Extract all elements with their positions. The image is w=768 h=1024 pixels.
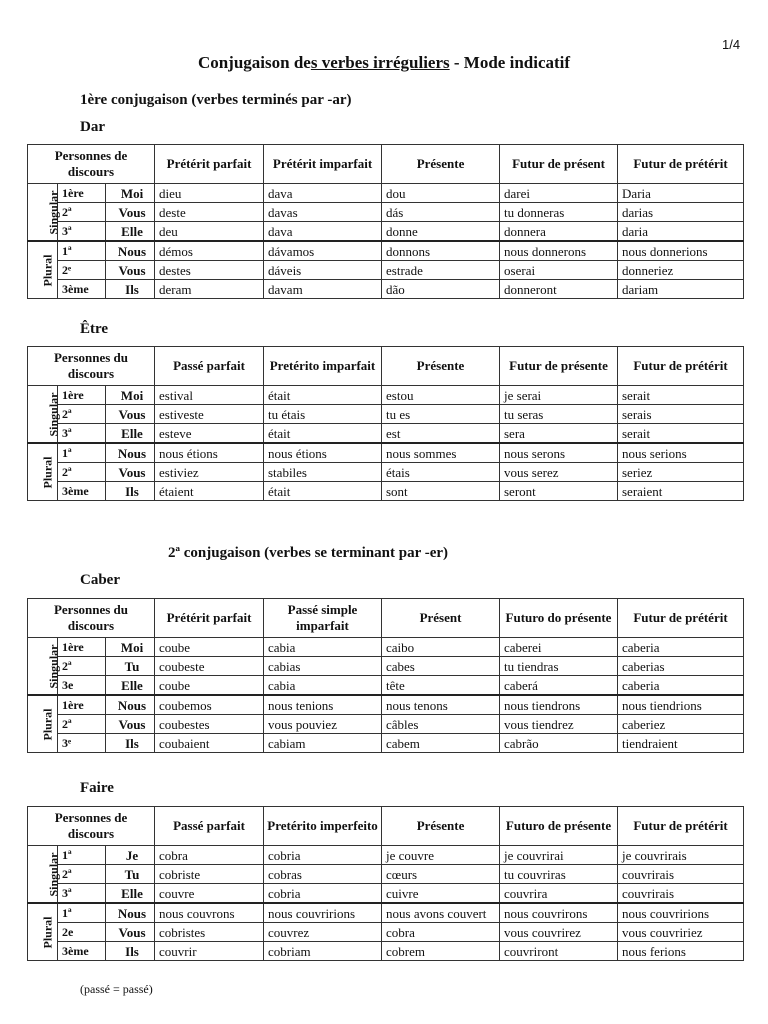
conjugation-cell: nous serons [500,443,618,463]
table-row [28,638,744,657]
conjugation-cell: tu tiendras [500,657,618,676]
pronoun: Tu [106,657,155,676]
table-row [28,884,744,904]
conjugation-cell: dava [264,184,382,203]
page-number: 1/4 [722,37,741,52]
pronoun: Vous [106,715,155,734]
conjugation-cell: cobras [264,865,382,884]
conjugation-cell: stabiles [264,463,382,482]
conjugation-cell: étaient [155,482,264,501]
column-header: Présente [382,807,500,846]
pronoun: Moi [106,386,155,405]
table-row [28,734,744,753]
conjugation-cell: nous sommes [382,443,500,463]
table-header-row [28,599,744,638]
column-header: Pretérito imperfeito [264,807,382,846]
conjugation-cell: serais [618,405,744,424]
conjugation-cell: nous étions [155,443,264,463]
person-number: 1ère [58,184,106,203]
conjugation-cell: cobriam [264,942,382,961]
conjugation-cell: estiviez [155,463,264,482]
person-number: 2ª [58,715,106,734]
person-number: 1ª [58,903,106,923]
conjugation-cell: vous tiendrez [500,715,618,734]
verb-heading-caber: Caber [80,572,120,588]
group-label-text: Singular [46,392,61,437]
conjugation-cell: donneront [500,280,618,299]
pronoun: Moi [106,638,155,657]
conjugation-cell: vous couvririez [618,923,744,942]
table-row [28,280,744,299]
person-number: 3ème [58,942,106,961]
conjugation-cell: darias [618,203,744,222]
conjugation-cell: cobria [264,884,382,904]
conjugation-cell: deu [155,222,264,242]
column-header: Futur de prétérit [618,599,744,638]
column-header: Personnes du discours [28,599,155,638]
conjugation-cell: nous couvrirons [500,903,618,923]
pronoun: Vous [106,463,155,482]
conjugation-cell: cobristes [155,923,264,942]
table-row [28,715,744,734]
column-header: Futur de présente [500,347,618,386]
table-row [28,405,744,424]
conjugation-cell: était [264,424,382,444]
conjugation-cell: serait [618,386,744,405]
column-header: Présente [382,145,500,184]
conjugation-cell: caberei [500,638,618,657]
conjugation-cell: estrade [382,261,500,280]
conjugation-cell: tu étais [264,405,382,424]
pronoun: Je [106,846,155,865]
person-number: 3ª [58,884,106,904]
person-number: 1ª [58,443,106,463]
conjugation-cell: tu es [382,405,500,424]
table-header-row [28,807,744,846]
column-header: Personnes de discours [28,145,155,184]
group-label-text: Plural [40,254,55,287]
conjugation-cell: nous ferions [618,942,744,961]
table-row [28,923,744,942]
column-header: Prétérit parfait [155,599,264,638]
table-row [28,865,744,884]
pronoun: Nous [106,241,155,261]
conjugation-cell: tu donneras [500,203,618,222]
conjugation-cell: tête [382,676,500,696]
conjugation-cell: caberá [500,676,618,696]
column-header: Futur de prétérit [618,145,744,184]
person-number: 2ª [58,657,106,676]
conjugation-cell: couvrirais [618,884,744,904]
column-header: Présent [382,599,500,638]
conjugation-cell: nous tiendrons [500,695,618,715]
conjugation-cell: cabia [264,676,382,696]
conjugation-cell: couvriront [500,942,618,961]
conjugation-cell: étais [382,463,500,482]
verb-heading-etre: Être [80,321,109,337]
conjugation-cell: cabia [264,638,382,657]
group-label-text: Singular [46,852,61,897]
table-row [28,846,744,865]
column-header: Pretérito imparfait [264,347,382,386]
conjugation-cell: câbles [382,715,500,734]
pronoun: Nous [106,443,155,463]
conjugation-cell: seraient [618,482,744,501]
column-header: Futuro do présente [500,599,618,638]
conjugation-cell: dava [264,222,382,242]
conjugation-cell: couvrez [264,923,382,942]
person-number: 3ª [58,222,106,242]
conjugation-cell: caberia [618,638,744,657]
conjugation-cell: sont [382,482,500,501]
table-row [28,482,744,501]
person-number: 2e [58,923,106,942]
table-header-row [28,347,744,386]
person-number: 2ª [58,405,106,424]
conjugation-cell: esteve [155,424,264,444]
conjugation-cell: couvrir [155,942,264,961]
person-number: 1ª [58,241,106,261]
column-header: Présente [382,347,500,386]
person-number: 1ère [58,386,106,405]
conjugation-cell: donne [382,222,500,242]
group-label-text: Plural [40,708,55,741]
pronoun: Nous [106,695,155,715]
group-label-plural [28,241,58,299]
pronoun: Vous [106,405,155,424]
conjugation-table-caber [27,598,744,753]
table-row [28,424,744,444]
table-row [28,695,744,715]
conjugation-table-dar [27,144,744,299]
conjugation-cell: nous tenions [264,695,382,715]
conjugation-cell: caibo [382,638,500,657]
person-number: 1ª [58,846,106,865]
conjugation-cell: cobrem [382,942,500,961]
column-header: Futur de prétérit [618,807,744,846]
conjugation-cell: est [382,424,500,444]
group-label-singular [28,386,61,444]
conjugation-cell: nous serions [618,443,744,463]
page-title [0,53,768,73]
group-label-text: Plural [40,456,55,489]
table-row [28,942,744,961]
pronoun: Vous [106,203,155,222]
conjugation-cell: dão [382,280,500,299]
person-number: 2ª [58,203,106,222]
column-header: Personnes de discours [28,807,155,846]
conjugation-cell: dieu [155,184,264,203]
conjugation-cell: coube [155,638,264,657]
conjugation-cell: dou [382,184,500,203]
column-header: Futur de prétérit [618,347,744,386]
conjugation-cell: estival [155,386,264,405]
person-number: 2ᵉ [58,261,106,280]
conjugation-cell: cabem [382,734,500,753]
title-part-1: Conjugaison de [197,53,311,72]
conjugation-cell: dávamos [264,241,382,261]
conjugation-cell: démos [155,241,264,261]
pronoun: Moi [106,184,155,203]
conjugation-cell: couvre [155,884,264,904]
conjugation-cell: coubaient [155,734,264,753]
group-label-plural [28,695,58,753]
column-header: Prétérit parfait [155,145,264,184]
conjugation-cell: dáveis [264,261,382,280]
conjugation-cell: vous serez [500,463,618,482]
conjugation-cell: donnera [500,222,618,242]
title-part-underlined: s verbes irréguliers [310,53,450,72]
conjugation-cell: seront [500,482,618,501]
column-header: Passé parfait [155,347,264,386]
conjugation-cell: coubeste [155,657,264,676]
pronoun: Ils [106,942,155,961]
conjugation-cell: seriez [618,463,744,482]
section-heading-second-conjugation: 2ª conjugaison (verbes se terminant par -er) [168,545,449,561]
table-row [28,386,744,405]
conjugation-cell: nous avons couvert [382,903,500,923]
conjugation-table-faire [27,806,744,961]
conjugation-cell: davas [264,203,382,222]
person-number: 3ᵉ [58,734,106,753]
conjugation-cell: cabes [382,657,500,676]
table-row [28,903,744,923]
column-header: Futur de présent [500,145,618,184]
conjugation-cell: estiveste [155,405,264,424]
conjugation-cell: nous étions [264,443,382,463]
conjugation-cell: tu seras [500,405,618,424]
pronoun: Vous [106,923,155,942]
column-header: Passé parfait [155,807,264,846]
group-label-text: Singular [46,190,61,235]
conjugation-cell: cobra [382,923,500,942]
table-row [28,203,744,222]
conjugation-cell: nous donnerons [500,241,618,261]
table-row [28,241,744,261]
conjugation-cell: caberias [618,657,744,676]
column-header: Passé simple imparfait [264,599,382,638]
conjugation-cell: cœurs [382,865,500,884]
pronoun: Nous [106,903,155,923]
conjugation-cell: cobria [264,846,382,865]
conjugation-cell: deram [155,280,264,299]
conjugation-cell: couvrira [500,884,618,904]
table-header-row [28,145,744,184]
conjugation-cell: darei [500,184,618,203]
conjugation-cell: vous couvrirez [500,923,618,942]
group-label-plural [28,443,58,501]
conjugation-cell: couvrirais [618,865,744,884]
conjugation-cell: cobra [155,846,264,865]
person-number: 3ª [58,424,106,444]
person-number: 1ère [58,638,106,657]
table-row [28,657,744,676]
conjugation-cell: tu couvriras [500,865,618,884]
conjugation-cell: nous tenons [382,695,500,715]
pronoun: Tu [106,865,155,884]
person-number: 3ème [58,280,106,299]
footnote: (passé = passé) [80,982,153,996]
conjugation-cell: oserai [500,261,618,280]
conjugation-cell: dariam [618,280,744,299]
conjugation-cell: caberiez [618,715,744,734]
conjugation-cell: je couvrirai [500,846,618,865]
pronoun: Elle [106,676,155,696]
group-label-plural [28,903,58,961]
group-label-text: Plural [40,916,55,949]
section-heading-first-conjugation: 1ère conjugaison (verbes terminés par -ar) [80,92,352,108]
person-number: 3e [58,676,106,696]
conjugation-cell: je couvrirais [618,846,744,865]
table-row [28,443,744,463]
conjugation-cell: serait [618,424,744,444]
person-number: 2ª [58,865,106,884]
pronoun: Vous [106,261,155,280]
pronoun: Elle [106,884,155,904]
pronoun: Ils [106,280,155,299]
group-label-singular [28,846,61,904]
conjugation-cell: vous pouviez [264,715,382,734]
person-number: 2ª [58,463,106,482]
group-label-text: Singular [46,644,61,689]
pronoun: Ils [106,734,155,753]
conjugation-cell: deste [155,203,264,222]
conjugation-cell: cuivre [382,884,500,904]
conjugation-table-etre [27,346,744,501]
conjugation-cell: estou [382,386,500,405]
conjugation-cell: caberia [618,676,744,696]
column-header: Prétérit imparfait [264,145,382,184]
conjugation-cell: dás [382,203,500,222]
conjugation-cell: cabrão [500,734,618,753]
table-row [28,184,744,203]
pronoun: Elle [106,424,155,444]
conjugation-cell: davam [264,280,382,299]
pronoun: Elle [106,222,155,242]
conjugation-cell: donnons [382,241,500,261]
conjugation-cell: était [264,482,382,501]
group-label-singular [28,638,61,696]
column-header: Personnes du discours [28,347,155,386]
verb-heading-dar: Dar [80,119,105,135]
verb-heading-faire: Faire [80,780,114,796]
conjugation-cell: cabias [264,657,382,676]
table-row [28,222,744,242]
conjugation-cell: daria [618,222,744,242]
column-header: Futuro de présente [500,807,618,846]
table-row [28,261,744,280]
conjugation-cell: je serai [500,386,618,405]
conjugation-cell: tiendraient [618,734,744,753]
conjugation-cell: cobriste [155,865,264,884]
table-row [28,676,744,696]
conjugation-cell: destes [155,261,264,280]
conjugation-cell: nous couvrons [155,903,264,923]
conjugation-cell: je couvre [382,846,500,865]
conjugation-cell: coube [155,676,264,696]
group-label-singular [28,184,61,242]
title-part-3: - Mode indicatif [449,53,571,72]
conjugation-cell: sera [500,424,618,444]
conjugation-cell: nous couvririons [618,903,744,923]
conjugation-cell: donneriez [618,261,744,280]
conjugation-cell: nous couvririons [264,903,382,923]
person-number: 1ère [58,695,106,715]
conjugation-cell: Daria [618,184,744,203]
pronoun: Ils [106,482,155,501]
conjugation-cell: cabiam [264,734,382,753]
conjugation-cell: coubestes [155,715,264,734]
conjugation-cell: coubemos [155,695,264,715]
table-row [28,463,744,482]
conjugation-cell: nous donnerions [618,241,744,261]
conjugation-cell: nous tiendrions [618,695,744,715]
conjugation-cell: était [264,386,382,405]
person-number: 3ème [58,482,106,501]
